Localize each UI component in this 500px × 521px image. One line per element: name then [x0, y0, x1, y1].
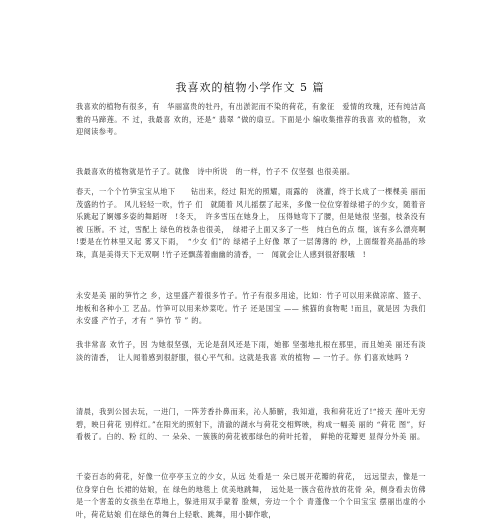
essay-paragraph: 我最喜欢的植物就是竹子了。就像 诗中所说 的一样，竹子不 仅坚强 也很美丽。 [76, 167, 355, 176]
essay-paragraph: 千姿百态的荷花，好像一位亭亭玉立的少女，从远 处看是一 朵已展开花瓣的荷花， 远远望去，像是一位身穿白色 长裙的姑娘，在 绿色的地毯上 优美地跳舞， 远处是一簇含苞待放的花骨 朵，侧身看去仿佛是一个害羞的女孩坐在草地上，躲进用双手蒙着 脸颊，旁边一个个 青蓬像一个个田宝宝 摆丽出虚的小叶，荷花姑娘 们在绿色的舞台上轻歌、跳舞，用小脚作歌， [76, 472, 426, 519]
essay-paragraph: 我非常喜 欢竹子，因 为她很坚强，无论是刮风还是下雨，她都 坚强地扎根在那里，而且她美 丽还有淡淡的清香， 让人闻着感到很舒服，很心平气和。这就是我喜 欢的植物 — 一竹子。你 们喜欢她吗 ? [76, 340, 426, 362]
essay-paragraph: 清晨，我到公园去玩，一进门，一阵芳香扑鼻而来，沁人肺腑，我知道，我和荷花近了!“接天 莲叶无穷碧，映日荷花 别样红。”在阳光的照射下，清澈的湖水与荷花交相辉映，构成一幅美 丽的 “荷花 图”，好看极了。白的、粉 红的、一 朵朵、一簇簇的荷花被那绿色的荷叶托着， 鲜艳的花瓣更 显得分外美 丽。 [76, 407, 426, 441]
intro-paragraph: 我喜欢的植物有很多，有 华丽富贵的牡丹，有出淤泥而不染的荷花，有象征 爱情的玫瑰，还有纯洁高雅的马蹄莲。不 过，我最喜 欢的，还是“ 翡翠 ”做的扇豆。下面是小 编收集推荐的我喜 欢的植物， 欢迎阅读参考。 [76, 102, 426, 136]
essay-paragraph: 永安是美 丽的笋竹之 乡，这里盛产着很多竹子。竹子有很多用途，比如：竹子可以用来做凉席、篮子、地板和各种小工 艺品。竹笋可以用来炒菜吃。竹子 还是国宝 —— 熊猫的食物呢 !而且，就是因 为我们永安盛 产竹子，才有 “ 笋竹 节 ” 的。 [76, 291, 426, 325]
essay-paragraph: 春天，一个个竹笋宝宝从地下 钻出来，经过 阳光的照耀，雨露的 浇灌，终于长成了一棵棵美 丽而茂盛的竹子。 风儿轻轻一吹，竹子 们 就随着 风儿摇摆了起来，多像一位位穿着绿裙子的少女，随着音 乐跳起了婀娜多姿的舞蹈呀 !冬天， 许多雪压在她身上， 压得她弯下了腰，但是她很 坚强，枝条没有被 压断。不 过，雪配上 绿色的枝条也很美， 绿裙子上面又多了一些 纯白色的点 缀，该有多么漂亮啊 !要是在竹林里又起 雾又下雨， “少女 们”的 绿裙子上好像 罩了一层薄薄的 纱，上面缀着亮晶晶的珍珠，真是美得天下无双啊 !竹子还飘荡着幽幽的清香，一 闻就会让人感到很舒服哦 ! [76, 187, 434, 259]
document-title: 我喜欢的植物小学作文 5 篇 [175, 81, 325, 94]
